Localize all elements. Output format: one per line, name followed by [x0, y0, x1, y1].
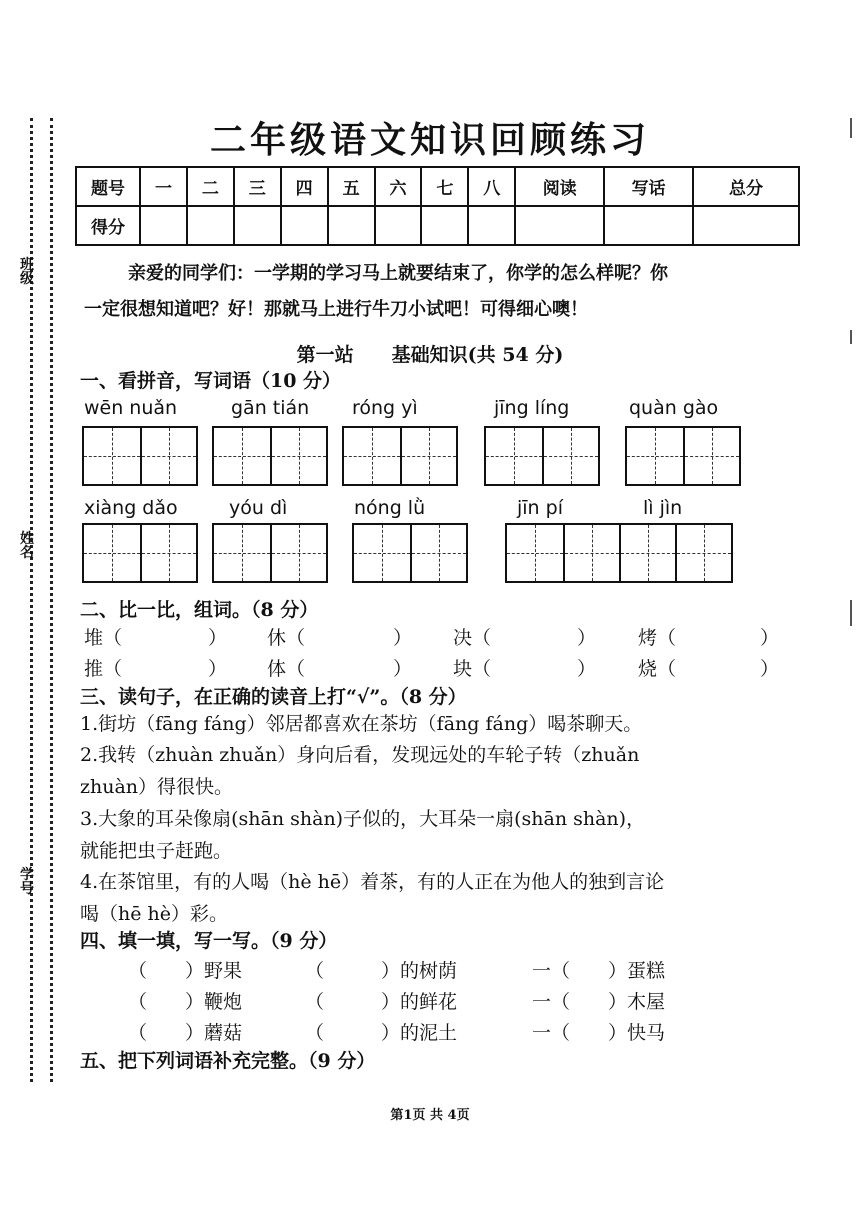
writing-grid[interactable] [82, 523, 198, 583]
compare-close-paren: ） [208, 658, 228, 680]
margin-label-name: 姓名 [20, 531, 34, 561]
fill-item: 一（ ）木屋 [532, 991, 666, 1013]
score-cell[interactable] [515, 206, 604, 245]
score-table-header-row [76, 167, 799, 206]
q3-sentence-2a: 2.我转（zhuàn zhuǎn）身向后看，发现远处的车轮子转（zhuǎn [80, 744, 640, 766]
compare-item: 推（ [84, 658, 123, 680]
fill-item: （ ）的树荫 [305, 960, 458, 982]
fill-item: （ ）蘑菇 [128, 1022, 243, 1044]
pinyin-label: gān tián [231, 397, 310, 419]
pinyin-label: nóng lǜ [354, 497, 426, 519]
q3-sentence-3a: 3.大象的耳朵像扇(shān shàn)子似的，大耳朵一扇(shān shàn)， [80, 808, 646, 830]
writing-grid[interactable] [484, 426, 600, 486]
margin-label-number: 学号 [20, 867, 34, 897]
intro-line-2: 一定很想知道吧？好！那就马上进行牛刀小试吧！可得细心噢！ [84, 299, 588, 320]
score-header-cell: 二 [187, 167, 234, 206]
station-heading: 第一站 基础知识(共 54 分) [296, 344, 564, 366]
q3-title: 三、读句子，在正确的读音上打“√”。（8 分） [80, 686, 467, 708]
q3-sentence-2b: zhuàn）得很快。 [80, 776, 234, 798]
pinyin-label: lì jìn [643, 497, 683, 519]
score-cell[interactable] [281, 206, 328, 245]
q3-sentence-4a: 4.在茶馆里，有的人喝（hè hē）着茶，有的人正在为他人的独到言论 [80, 871, 665, 893]
fill-item: 一（ ）蛋糕 [532, 960, 666, 982]
score-cell[interactable] [421, 206, 468, 245]
compare-item: 休（ [267, 627, 306, 649]
score-header-cell: 四 [281, 167, 328, 206]
writing-grid[interactable] [212, 523, 328, 583]
compare-close-paren: ） [393, 658, 413, 680]
q3-sentence-3b: 就能把虫子赶跑。 [80, 840, 233, 862]
fill-item: 一（ ）快马 [532, 1022, 666, 1044]
q4-title: 四、填一填，写一写。（9 分） [80, 930, 338, 952]
score-cell[interactable] [468, 206, 515, 245]
fill-item: （ ）的泥土 [305, 1022, 458, 1044]
q5-title: 五、把下列词语补充完整。（9 分） [80, 1050, 376, 1072]
score-cell[interactable] [693, 206, 799, 245]
page-title: 二年级语文知识回顾练习 [209, 119, 650, 161]
compare-close-paren: ） [393, 627, 413, 649]
score-table [75, 166, 800, 246]
score-cell[interactable] [604, 206, 693, 245]
fill-item: （ ）鞭炮 [128, 991, 243, 1013]
score-header-cell: 一 [140, 167, 187, 206]
score-header-cell: 八 [468, 167, 515, 206]
compare-item: 烤（ [638, 627, 677, 649]
compare-item: 块（ [453, 658, 492, 680]
margin-label-class: 班级 [20, 257, 34, 287]
q3-sentence-4b: 喝（hē hè）彩。 [80, 903, 229, 925]
writing-grid[interactable] [212, 426, 328, 486]
writing-grid[interactable] [352, 523, 468, 583]
score-header-cell: 七 [421, 167, 468, 206]
score-header-cell: 阅读 [515, 167, 604, 206]
score-header-cell: 六 [375, 167, 422, 206]
pinyin-label: jīn pí [517, 497, 563, 519]
pinyin-label: yóu dì [229, 497, 288, 519]
scan-edge-mark [850, 600, 852, 626]
writing-grid[interactable] [342, 426, 458, 486]
pinyin-label: róng yì [352, 397, 418, 419]
compare-close-paren: ） [760, 658, 780, 680]
compare-close-paren: ） [577, 658, 597, 680]
writing-grid[interactable] [505, 523, 733, 583]
score-cell[interactable] [140, 206, 187, 245]
q2-title: 二、比一比，组词。（8 分） [80, 599, 319, 621]
score-header-cell: 写话 [604, 167, 693, 206]
score-cell[interactable] [328, 206, 375, 245]
score-row-label: 得分 [76, 206, 140, 245]
page-footer: 第1页 共 4页 [390, 1108, 470, 1123]
score-header-cell: 三 [234, 167, 281, 206]
compare-item: 烧（ [638, 658, 677, 680]
score-header-cell: 题号 [76, 167, 140, 206]
pinyin-label: xiàng dǎo [84, 497, 178, 519]
writing-grid[interactable] [82, 426, 198, 486]
pinyin-label: wēn nuǎn [84, 397, 178, 419]
compare-close-paren: ） [577, 627, 597, 649]
q3-sentence-1: 1.街坊（fāng fáng）邻居都喜欢在茶坊（fāng fáng）喝茶聊天。 [80, 713, 643, 735]
score-table-score-row [76, 206, 799, 245]
score-cell[interactable] [234, 206, 281, 245]
fill-item: （ ）的鲜花 [305, 991, 458, 1013]
score-header-cell: 总分 [693, 167, 799, 206]
score-header-cell: 五 [328, 167, 375, 206]
score-cell[interactable] [375, 206, 422, 245]
compare-item: 堆（ [84, 627, 123, 649]
intro-line-1: 亲爱的同学们：一学期的学习马上就要结束了，你学的怎么样呢？你 [128, 263, 668, 284]
pinyin-label: quàn gào [629, 397, 719, 419]
pinyin-label: jīng líng [494, 397, 570, 419]
compare-close-paren: ） [208, 627, 228, 649]
compare-item: 决（ [453, 627, 492, 649]
score-cell[interactable] [187, 206, 234, 245]
writing-grid[interactable] [625, 426, 741, 486]
fill-item: （ ）野果 [128, 960, 243, 982]
compare-close-paren: ） [760, 627, 780, 649]
binding-line-inner [50, 118, 53, 1082]
compare-item: 体（ [267, 658, 306, 680]
q1-title: 一、看拼音，写词语（10 分） [80, 370, 342, 392]
